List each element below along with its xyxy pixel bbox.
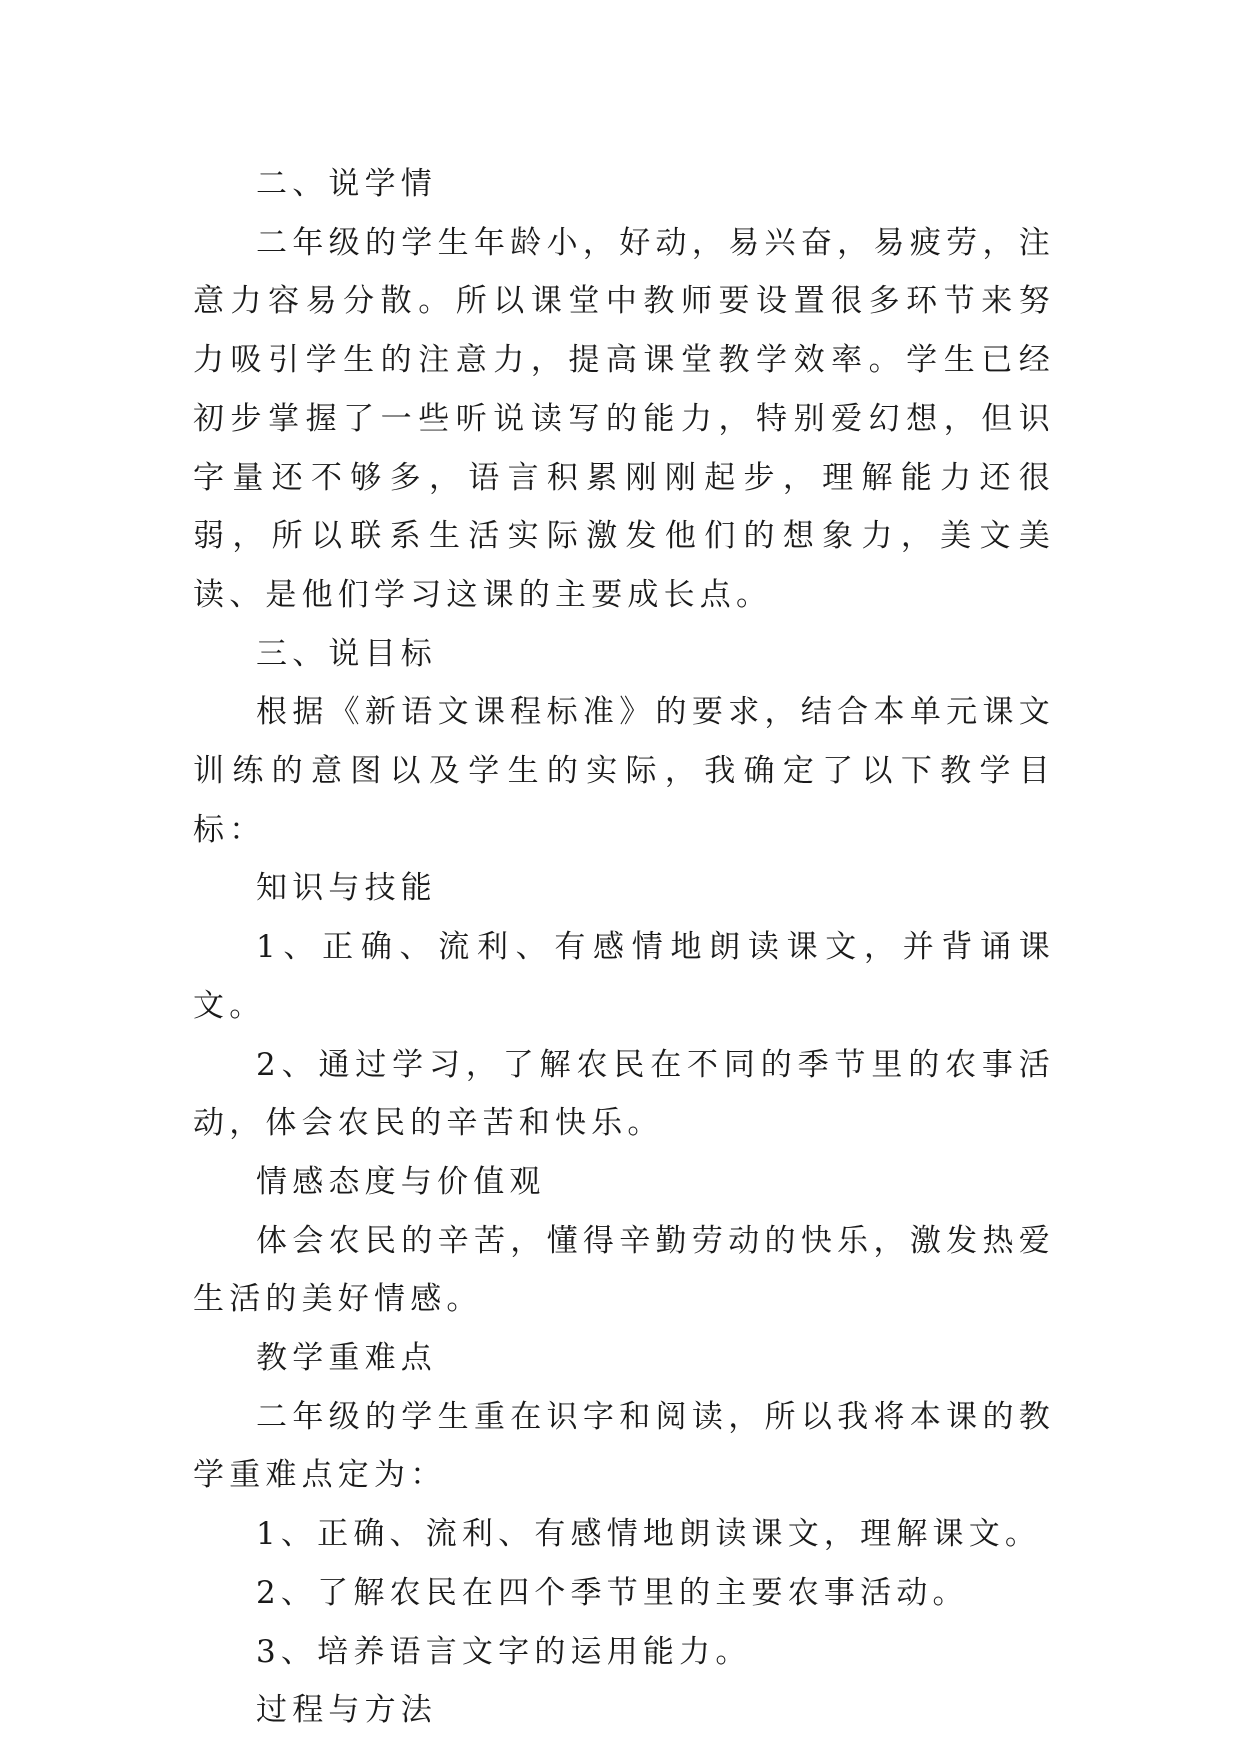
list-item: 3、培养语言文字的运用能力。	[256, 1633, 752, 1670]
list-item: 1、正确、流利、有感情地朗读课文，并背诵课文。	[193, 929, 1055, 1024]
paragraph-key-difficulties: 二年级的学生重在识字和阅读，所以我将本课的教学重难点定为：	[193, 1398, 1055, 1494]
paragraph-objectives-intro: 根据《新语文课程标准》的要求，结合本单元课文训练的意图以及学生的实际，我确定了以下教学目标：	[193, 694, 1055, 848]
subheading-emotion-values: 情感态度与价值观	[256, 1163, 546, 1200]
paragraph-learner-analysis: 二年级的学生年龄小，好动，易兴奋，易疲劳，注意力容易分散。所以课堂中教师要设置很多环节来努力吸引学生的注意力，提高课堂教学效率。学生已经初步掌握了一些听说读写的能力，特别爱幻想，但识字量还不够多，语言积累刚刚起步，理解能力还很弱，所以联系生活实际激发他们的想象力，美文美读、是他们学习这课的主要成长点。	[193, 224, 1055, 613]
subheading-key-difficulties: 教学重难点	[256, 1340, 437, 1377]
subheading-knowledge-skills: 知识与技能	[256, 870, 437, 907]
section-heading-objectives: 三、说目标	[256, 635, 437, 672]
paragraph-emotion-values: 体会农民的辛苦，懂得辛勤劳动的快乐，激发热爱生活的美好情感。	[193, 1222, 1055, 1318]
list-item: 2、通过学习，了解农民在不同的季节里的农事活动，体会农民的辛苦和快乐。	[193, 1046, 1055, 1142]
document-body	[193, 155, 1055, 1740]
subheading-process-methods: 过程与方法	[256, 1692, 437, 1729]
section-heading-learner-analysis: 二、说学情	[256, 166, 437, 202]
list-item: 1、正确、流利、有感情地朗读课文，理解课文。	[256, 1516, 1042, 1553]
list-item: 2、了解农民在四个季节里的主要农事活动。	[256, 1574, 969, 1611]
